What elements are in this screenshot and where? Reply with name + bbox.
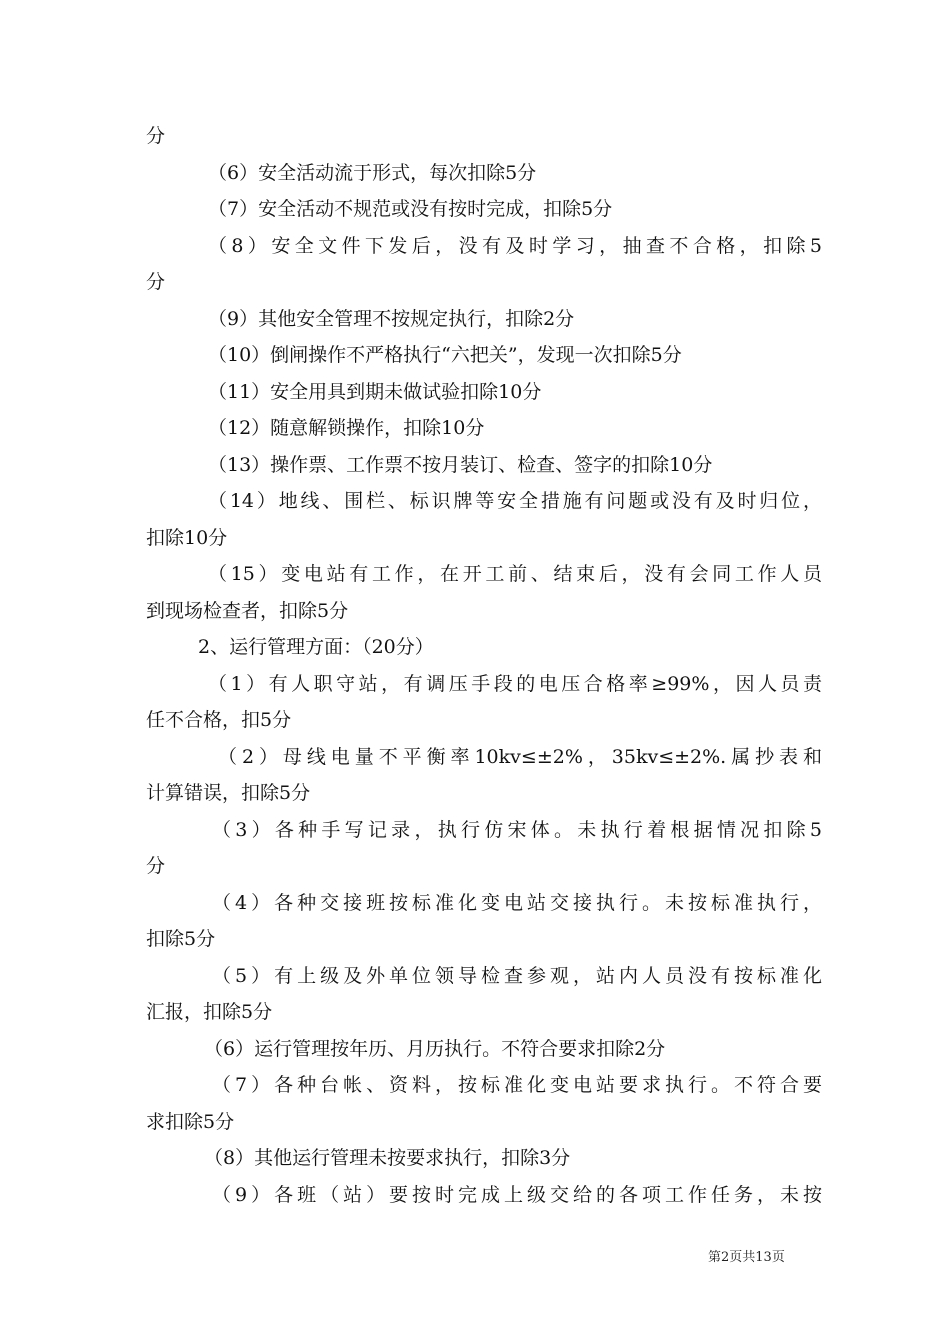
text-line: （3）各种手写记录，执行仿宋体。未执行着根据情况扣除5: [212, 818, 822, 841]
text-line: 扣除5分: [146, 928, 216, 950]
text-line: （7）各种台帐、资料，按标准化变电站要求执行。不符合要: [212, 1074, 822, 1096]
text-line: 任不合格，扣5分: [146, 709, 292, 731]
text-line: 到现场检查者，扣除5分: [146, 599, 349, 622]
text-line: （8）安全文件下发后，没有及时学习，抽查不合格，扣除5: [208, 234, 822, 257]
page-number-footer: 第2页共13页: [708, 1250, 785, 1265]
text-line: （15）变电站有工作，在开工前、结束后，没有会同工作人员: [208, 563, 822, 585]
text-line: （12）随意解锁操作，扣除10分: [208, 417, 485, 439]
text-line: （11）安全用具到期未做试验扣除10分: [208, 380, 542, 403]
text-line: 汇报，扣除5分: [146, 1001, 273, 1023]
text-line: （6）安全活动流于形式，每次扣除5分: [208, 161, 537, 184]
text-line: 分: [146, 855, 166, 877]
text-line: （14）地线、围栏、标识牌等安全措施有问题或没有及时归位，: [208, 490, 822, 512]
text-line: （4）各种交接班按标准化变电站交接执行。未按标准执行，: [212, 891, 822, 914]
section-heading: 2、运行管理方面：（20分）: [198, 636, 434, 658]
text-line: 分: [146, 125, 166, 147]
text-line: 分: [146, 271, 166, 293]
text-line: 计算错误，扣除5分: [146, 782, 311, 804]
text-line: （10）倒闸操作不严格执行“六把关”，发现一次扣除5分: [208, 344, 682, 366]
text-line: （7）安全活动不规范或没有按时完成，扣除5分: [208, 198, 613, 220]
text-line: （13）操作票、工作票不按月装订、检查、签字的扣除10分: [208, 453, 713, 476]
text-line: （6）运行管理按年历、月历执行。不符合要求扣除2分: [204, 1037, 666, 1060]
text-line: 求扣除5分: [146, 1110, 235, 1133]
text-line: （5）有上级及外单位领导检查参观，站内人员没有按标准化: [212, 964, 822, 987]
text-line: （9）其他安全管理不按规定执行，扣除2分: [208, 307, 575, 330]
text-line: （2）母线电量不平衡率10kv≤±2%，35kv≤±2%.属抄表和: [218, 745, 822, 768]
text-line: （8）其他运行管理未按要求执行，扣除3分: [204, 1147, 571, 1169]
text-line: （9）各班（站）要按时完成上级交给的各项工作任务，未按: [212, 1183, 822, 1206]
text-line: 扣除10分: [146, 526, 228, 549]
text-line: （1）有人职守站，有调压手段的电压合格率≥99%，因人员责: [208, 672, 822, 695]
document-body: [146, 118, 822, 1213]
